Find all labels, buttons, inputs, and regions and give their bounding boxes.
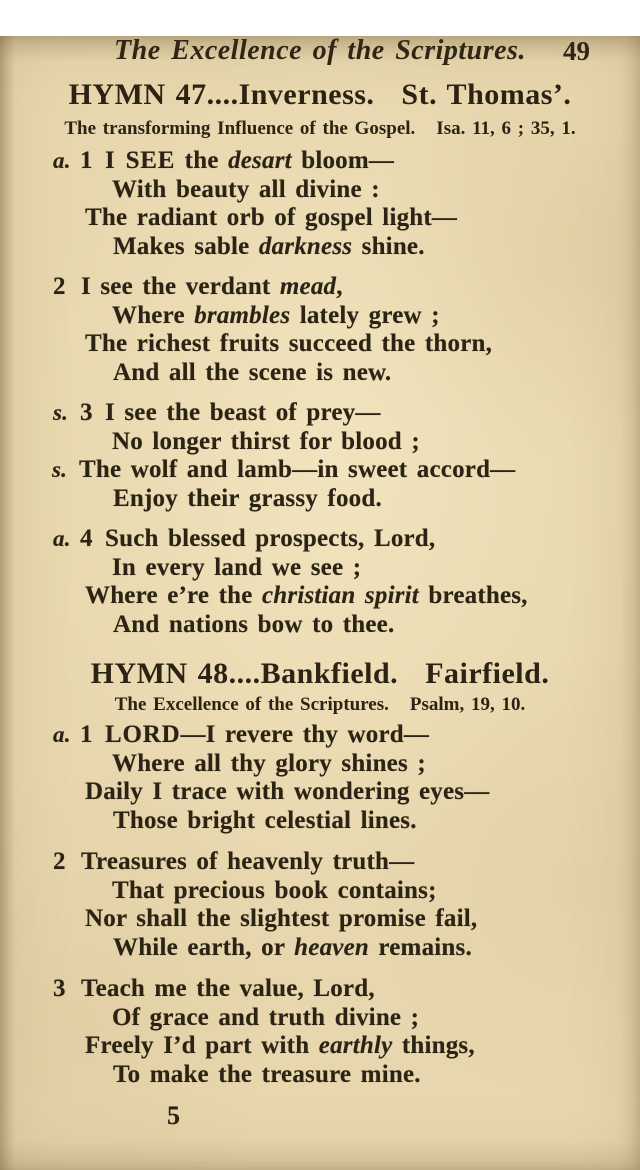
verse-number: 1 xyxy=(80,147,93,174)
verse-line xyxy=(0,807,640,836)
verse-line xyxy=(0,204,640,233)
verse-expression-label: a. xyxy=(53,148,71,173)
verse-text-segment: Freely I’d part with xyxy=(85,1032,319,1059)
verse-line xyxy=(0,456,640,485)
verse-text-segment: Nor shall the slightest promise fail, xyxy=(85,905,478,932)
verse-text-segment: brambles xyxy=(194,301,291,329)
verse-text-segment: desart xyxy=(228,147,292,174)
verse-number: 2 xyxy=(53,848,66,875)
verse-line xyxy=(0,778,640,807)
verse-line xyxy=(0,1061,640,1090)
running-header xyxy=(0,36,640,66)
verse-line xyxy=(0,848,640,877)
hymn-heading xyxy=(0,655,640,693)
verse-text-segment: Where e’re the xyxy=(85,582,262,609)
verse-text-segment: christian spirit xyxy=(261,582,419,609)
verse-line xyxy=(0,1004,640,1033)
verse-text-segment: I SEE xyxy=(105,147,176,174)
verse-text-segment: Those bright celestial lines. xyxy=(113,806,417,834)
hymn-subtitle xyxy=(0,693,640,717)
verse-text-segment: Where all thy glory shines ; xyxy=(112,749,426,777)
hymn-section-48 xyxy=(0,655,640,1089)
verse-line xyxy=(0,330,640,359)
verse-text-segment: While earth, or xyxy=(113,933,295,961)
verse-text-segment: shine. xyxy=(352,232,425,260)
signature-mark: 5 xyxy=(167,1101,180,1130)
verse-line xyxy=(0,147,640,176)
scripture-reference: Isa. 11, 6 ; 35, 1. xyxy=(436,118,576,139)
hymn-title-and-tune: HYMN 47....Inverness. xyxy=(68,78,375,111)
verse-text-segment: That precious book contains; xyxy=(112,876,437,904)
verse-text-segment: The radiant orb of gospel light— xyxy=(85,204,458,231)
verse-text-segment: —I revere thy word— xyxy=(180,721,430,748)
verse-text-segment: Enjoy their grassy food. xyxy=(113,484,382,512)
verse-line xyxy=(0,611,640,640)
verse-text-segment: Of grace and truth divine ; xyxy=(112,1003,420,1031)
verse xyxy=(0,399,640,513)
verse-expression-label: a. xyxy=(53,722,71,747)
verse-text-segment: bloom— xyxy=(291,147,395,174)
verse-line xyxy=(0,975,640,1004)
verse-text-segment: the xyxy=(175,147,229,174)
verse-text-segment: I see the beast of prey— xyxy=(105,399,381,426)
running-header-title: The Excellence of the Scriptures. xyxy=(114,35,526,66)
verse-text-segment: And nations bow to thee. xyxy=(113,610,395,638)
verse-line xyxy=(0,582,640,611)
verse-text-segment: breathes, xyxy=(418,582,528,609)
verse-number: 3 xyxy=(80,399,93,426)
page-number: 49 xyxy=(563,36,590,66)
verses-container xyxy=(0,147,640,639)
verse-text-segment: I see the verdant xyxy=(81,273,280,300)
verse-text-segment: LORD xyxy=(105,721,181,748)
verse-line xyxy=(0,359,640,388)
verse-text-segment: In every land we see ; xyxy=(112,553,362,581)
verse-text-segment: The richest fruits succeed the thorn, xyxy=(85,330,493,357)
scripture-reference: Psalm, 19, 10. xyxy=(409,694,526,715)
verse-text-segment: To make the treasure mine. xyxy=(113,1060,421,1088)
hymnal-page xyxy=(0,36,640,1170)
verse-text-segment: Where xyxy=(112,301,195,329)
verse-text-segment: Daily I trace with wondering eyes— xyxy=(85,778,490,805)
verse-line xyxy=(0,233,640,262)
verse-expression-label: a. xyxy=(53,526,71,551)
verse-text-segment: Makes sable xyxy=(113,232,259,260)
verse-text-segment: No longer thirst for blood ; xyxy=(112,427,420,455)
verse-text-segment: things, xyxy=(392,1032,475,1059)
verse-text-segment: heaven xyxy=(294,933,369,961)
verse-text-segment: Such blessed prospects, Lord, xyxy=(105,525,436,552)
verse xyxy=(0,848,640,962)
verse xyxy=(0,147,640,261)
verse-text-segment: Treasures of heavenly truth— xyxy=(81,848,415,875)
verse xyxy=(0,525,640,639)
verse-number: 1 xyxy=(80,721,93,748)
verse-line xyxy=(0,877,640,906)
verse-line xyxy=(0,934,640,963)
verse-text-segment: And all the scene is new. xyxy=(113,358,392,386)
hymn-theme: The Excellence of the Scriptures. xyxy=(114,694,389,715)
verse-text-segment: With beauty all divine : xyxy=(112,175,380,203)
verse-line xyxy=(0,721,640,750)
verse-line xyxy=(0,525,640,554)
hymn-heading xyxy=(0,76,640,114)
verse-expression-label: s. xyxy=(52,457,68,482)
verse xyxy=(0,721,640,835)
verse-number: 3 xyxy=(53,975,66,1002)
verse xyxy=(0,975,640,1089)
verse-text-segment: earthly xyxy=(318,1032,393,1059)
verse-line xyxy=(0,176,640,205)
verse-text-segment: remains. xyxy=(368,933,472,961)
verse-text-segment: lately grew ; xyxy=(290,301,440,329)
verse-line xyxy=(0,485,640,514)
hymn-tune-alt: Fairfield. xyxy=(425,657,550,690)
verse-number: 4 xyxy=(80,525,93,552)
hymn-section-47 xyxy=(0,76,640,639)
verse-text-segment: The wolf and lamb—in sweet accord— xyxy=(79,456,516,483)
verse-line xyxy=(0,302,640,331)
verse-text-segment: Teach me the value, Lord, xyxy=(81,975,375,1002)
hymn-tune-alt: St. Thomas’. xyxy=(401,78,572,111)
hymn-theme: The transforming Influence of the Gospel. xyxy=(64,118,416,139)
verse-number: 2 xyxy=(53,273,66,300)
verse-line xyxy=(0,428,640,457)
verse-line xyxy=(0,1032,640,1061)
verse-line xyxy=(0,905,640,934)
verse-text-segment: , xyxy=(336,273,343,300)
verse-text-segment: mead xyxy=(279,273,337,300)
hymn-subtitle xyxy=(0,116,640,141)
verse-line xyxy=(0,750,640,779)
verse xyxy=(0,273,640,387)
hymn-title-and-tune: HYMN 48....Bankfield. xyxy=(90,657,399,690)
verse-line xyxy=(0,399,640,428)
verse-line xyxy=(0,273,640,302)
verse-expression-label: s. xyxy=(53,400,69,425)
verses-container xyxy=(0,721,640,1089)
verse-line xyxy=(0,554,640,583)
verse-text-segment: darkness xyxy=(258,232,353,260)
